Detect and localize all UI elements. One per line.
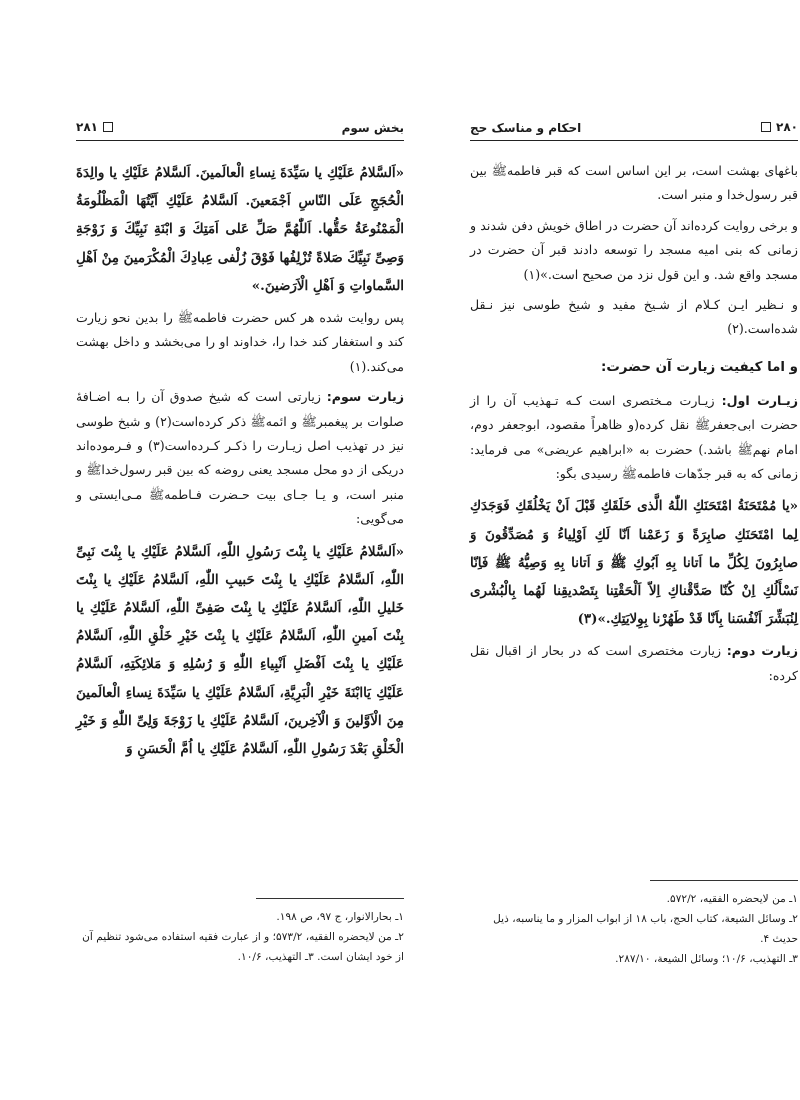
page-281 bbox=[76, 118, 404, 1018]
paragraph: باغهای بهشت است، بر این اساس است که قبر فاطمهﷺ بین قبر رسول‌خدا و منبر است. bbox=[470, 163, 798, 203]
ziyarat-2-paragraph bbox=[470, 639, 798, 688]
arabic-prayer: «اَلسَّلامُ عَلَیْكِ یا سَیِّدَةَ نِساءِ الْعالَمینَ. اَلسَّلامُ عَلَیْكِ یا والِدَةَ الْحُجَجِ عَلَى النّاسِ اَجْمَعینَ. اَلسَّلامُ عَلَیْكِ اَیَّتُهَا الْمَظْلُومَةُ الْمَمْنُوعَةُ حَقُّها. اَللّٰهُمَّ صَلِّ عَلى اَمَتِكَ وَ ابْنَةِ نَبِیِّكَ وَ زَوْجَةِ وَصِیِّ نَبِیِّكَ صَلاةً تُزْلِفُها فَوْقَ زُلْفى عِبادِكَ الْمُكْرَمینَ مِنْ اَهْلِ السَّماواتِ وَ اَهْلِ الْاَرَضینَ.» bbox=[76, 165, 404, 294]
footnote-divider bbox=[650, 880, 798, 881]
page-body bbox=[76, 159, 404, 763]
ziyarat-1-paragraph bbox=[470, 389, 798, 487]
page-header bbox=[470, 118, 798, 141]
footnotes bbox=[76, 898, 404, 967]
ziyarat-3-text: زیارتی است که شیخ صدوق آن را بـه اضـافهٔ صلوات بر پیغمبرﷺ و ائمهﷺ ذکر کرده‌است(۲) و شیخ طوسی نیز در تهذیب اصل زیـارت را ذکـر کـرده‌است(۳) و فـرموده‌اند دریکی از دو محل مسجد یعنی روضه که بین قبر رسول‌خداﷺ و منبر است، و یـا جـای بیت حـضرت فـاطمهﷺ مـی‌ایستی و می‌گویی: bbox=[76, 389, 404, 527]
page-header bbox=[76, 118, 404, 141]
footnotes bbox=[470, 880, 798, 969]
running-title: احکام و مناسک حج bbox=[470, 121, 582, 135]
footnote: ۱ـ بحارالانوار، ج ۹۷، ص ۱۹۸. bbox=[276, 911, 404, 923]
page-body bbox=[470, 159, 798, 688]
paragraph: و نـظیر ایـن کـلام از شـیخ مفید و شیخ طوسی نیز نـقل شده‌است.(۲) bbox=[470, 297, 798, 337]
ziyarat-2-label: زیارت دوم: bbox=[726, 643, 798, 659]
ziyarat-3-paragraph bbox=[76, 385, 404, 531]
running-title: بخش سوم bbox=[341, 121, 404, 135]
paragraph: پس روایت شده هر کس حضرت فاطمهﷺ را بدین نحو زیارت کند و استغفار کند خدا را، خداوند او را می‌بخشد و داخل بهشت می‌کند.(۱) bbox=[76, 310, 404, 374]
square-icon bbox=[103, 122, 113, 132]
page-number-text: ۲۸۰ bbox=[776, 120, 798, 134]
arabic-prayer: «اَلسَّلامُ عَلَیْكِ یا بِنْتَ رَسُولِ اللّٰهِ، اَلسَّلامُ عَلَیْكِ یا بِنْتَ نَبِیِّ اللّٰهِ، اَلسَّلامُ عَلَیْكِ یا بِنْتَ حَبیبِ اللّٰهِ، اَلسَّلامُ عَلَیْكِ یا بِنْتَ خَلیلِ اللّٰهِ، اَلسَّلامُ عَلَیْكِ یا بِنْتَ صَفِیِّ اللّٰهِ، اَلسَّلامُ عَلَیْكِ یا بِنْتَ اَمینِ اللّٰهِ، اَلسَّلامُ عَلَیْكِ یا بِنْتَ خَیْرِ خَلْقِ اللّٰهِ، اَلسَّلامُ عَلَیْكِ یا بِنْتَ اَفْضَلِ اَنْبِیاءِ اللّٰهِ وَ رُسُلِهِ وَ مَلائِكَتِهِ، اَلسَّلامُ عَلَیْكِ یَاابْنَةَ خَیْرِ الْبَرِیَّةِ، اَلسَّلامُ عَلَیْكِ یا سَیِّدَةَ نِساءِ الْعالَمینَ مِنَ الْاَوَّلینَ وَ الْآخِرینَ، اَلسَّلامُ عَلَیْكِ یا زَوْجَةَ وَلِیِّ اللّٰهِ وَ خَیْرِ الْخَلْقِ بَعْدَ رَسُولِ اللّٰهِ، اَلسَّلامُ عَلَیْكِ یا اُمَّ الْحَسَنِ وَ bbox=[76, 543, 404, 758]
footnote: ۳ـ التهذیب، ۱۰/۶؛ وسائل الشیعة، ۲۸۷/۱۰. bbox=[615, 953, 798, 965]
footnote: ۱ـ من لایحضره الفقیه، ۵۷۲/۲. bbox=[666, 893, 798, 905]
page-280 bbox=[470, 118, 798, 1018]
ziyarat-2-text: زیارت مختصری است که در بحار از اقبال نقل کرده: bbox=[470, 643, 798, 683]
footnote: ۲ـ وسائل الشیعة، کتاب الحج، باب ۱۸ از ابواب المزار و ما یناسبه، ذیل حدیث ۴. bbox=[493, 913, 798, 945]
section-heading: و اما کیفیت زیارت آن حضرت: bbox=[600, 359, 798, 375]
page-number bbox=[76, 120, 113, 134]
footnote-divider bbox=[256, 898, 404, 899]
page-number-text: ۲۸۱ bbox=[76, 120, 98, 134]
footnote: ۲ـ من لایحضره الفقیه، ۵۷۳/۲؛ و از عبارت فقیه استفاده می‌شود تنظیم آن از خود ایشان است. ۳ـ التهذیب، ۱۰/۶. bbox=[82, 931, 404, 963]
ziyarat-1-text: زیـارت مـختصری است کـه تـهذیب آن را از حضرت ابی‌جعفرﷺ نقل کرده(و ظاهراً مقصود، ابوجعفر دوم، امام نهمﷺ باشد.) حضرت به «ابراهیم عریضی» می فرماید: زمانی که به قبر جدّهات فاطمهﷺ رسیدی بگو: bbox=[470, 392, 798, 482]
page-number bbox=[761, 120, 798, 134]
arabic-prayer: «یا مُمْتَحَنَةُ امْتَحَنَكِ اللّٰهُ الَّذی خَلَقَكِ قَبْلَ اَنْ یَخْلُقَكِ فَوَجَدَكِ لِما امْتَحَنَكِ صابِرَةً وَ زَعَمْنا اَنّا لَكِ اَوْلِیاءُ وَ مُصَدِّقُونَ وَ صابِرُونَ لِكُلِّ ما اَتانا بِهِ اَبُوكِ ﷺ وَ اَتانا بِهِ وَصِیُّهُ ﷺ فَاِنّا نَسْأَلُكِ اِنْ كُنّا صَدَّقْناكِ اِلاّ اَلْحَقْتِنا بِتَصْدیقِنا لَهُما بِالْبُشْرى لِنُبَشِّرَ اَنْفُسَنا بِاَنّا قَدْ طَهُرْنا بِوِلایَتِكِ.»(۳) bbox=[470, 498, 798, 628]
paragraph: و برخی روایت کرده‌اند آن حضرت در اطاق خویش دفن شدند و زمانی که بنی امیه مسجد را توسعه دادند قبر آن حضرت در مسجد واقع شد. و این قول نزد من صحیح است.»(۱) bbox=[470, 217, 798, 282]
ziyarat-1-label: زیـارت اول: bbox=[721, 392, 798, 408]
square-icon bbox=[761, 122, 771, 132]
ziyarat-3-label: زیارت سوم: bbox=[326, 389, 404, 405]
